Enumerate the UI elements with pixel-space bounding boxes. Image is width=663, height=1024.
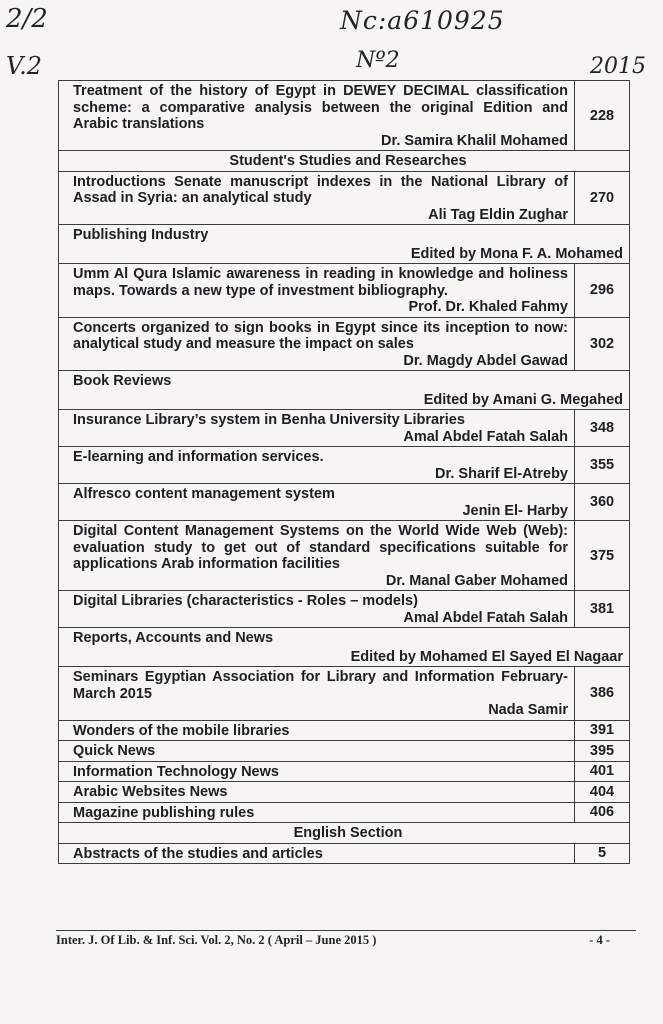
toc-entry [59,172,629,226]
entry-page-number: 395 [574,741,629,761]
toc-entry [59,667,629,721]
section-title: Book Reviews [73,373,172,389]
entry-title: Digital Libraries (characteristics - Roles – models) [73,593,418,609]
toc-entry [59,741,629,762]
entry-page-number: 375 [574,521,629,590]
entry-title: Arabic Websites News [73,784,228,800]
entry-title: Insurance Library’s system in Benha University Libraries [73,412,465,428]
toc-entry [59,721,629,742]
entry-author: Nada Samir [488,702,568,718]
toc-entry [59,81,629,151]
section-editor: Edited by Mohamed El Sayed El Nagaar [350,648,623,665]
entry-title: Abstracts of the studies and articles [73,845,323,862]
entry-title: Treatment of the history of Egypt in DEWEY DECIMAL classification scheme: a comparative analysis between the original Edition and Arabic translations [73,83,568,132]
entry-title: Alfresco content management system [73,486,335,502]
entry-author: Amal Abdel Fatah Salah [403,428,568,445]
footer-divider [56,930,636,931]
toc-entry [59,264,629,318]
toc-section [59,371,629,410]
entry-page-number: 404 [574,782,629,802]
handwritten-note-top-left: 2/2 [6,4,48,34]
toc-section [59,628,629,667]
toc-entry [59,521,629,591]
handwritten-volume: V.2 [6,52,43,80]
entry-author: Dr. Samira Khalil Mohamed [381,132,568,149]
entry-title: Concerts organized to sign books in Egypt since its inception to now: analytical study and measure the impact on sales [73,319,568,352]
entry-page-number: 391 [574,721,629,741]
handwritten-year: 2015 [590,54,646,79]
entry-page-number: 302 [574,318,629,371]
toc-entry [59,591,629,628]
entry-author: Ali Tag Eldin Zughar [428,206,568,223]
toc-entry [59,782,629,803]
entry-page-number: 228 [574,81,629,150]
entry-title: Seminars Egyptian Association for Library and Information February-March 2015 [73,669,568,702]
entry-title: Information Technology News [73,763,279,780]
section-editor: Edited by Mona F. A. Mohamed [410,245,623,262]
entry-page-number: 5 [574,844,629,864]
entry-title: Wonders of the mobile libraries [73,722,290,739]
entry-page-number: 381 [574,591,629,627]
entry-title: E-learning and information services. [73,449,324,465]
entry-author: Dr. Magdy Abdel Gawad [403,352,568,369]
entry-author: Dr. Manal Gaber Mohamed [385,572,568,589]
toc-entry [59,803,629,824]
entry-page-number: 348 [574,410,629,446]
handwritten-issue: Nº2 [356,48,400,73]
toc-section [59,225,629,264]
entry-author: Jenin El- Harby [462,502,568,519]
toc-entry [59,318,629,372]
entry-page-number: 355 [574,447,629,483]
page-footer [56,933,636,948]
entry-author: Prof. Dr. Khaled Fahmy [408,299,568,315]
toc-entry [59,484,629,521]
entry-title: Umm Al Qura Islamic awareness in reading in knowledge and holiness maps. Towards a new type of investment bibliography. [73,266,568,299]
entry-page-number: 296 [574,264,629,317]
section-title: Reports, Accounts and News [73,630,274,646]
section-heading-title: English Section [293,825,403,841]
entry-title: Digital Content Management Systems on the World Wide Web (Web): evaluation study to get out of standard specifications suitable for applications Arab information facilities [73,523,568,572]
toc-entry [59,447,629,484]
entry-page-number: 401 [574,762,629,782]
section-heading-title: Student's Studies and Researches [229,153,467,169]
entry-page-number: 360 [574,484,629,520]
footer-citation: Inter. J. Of Lib. & Inf. Sci. Vol. 2, No. 2 ( April – June 2015 ) [56,933,377,947]
entry-page-number: 406 [574,803,629,823]
entry-title: Introductions Senate manuscript indexes in the National Library of Assad in Syria: an analytical study [73,173,568,206]
table-of-contents [58,80,630,864]
toc-section-heading [59,151,629,172]
toc-entry [59,844,629,864]
entry-author: Amal Abdel Fatah Salah [403,609,568,626]
entry-page-number: 270 [574,172,629,225]
footer-page-number: - 4 - [589,933,610,947]
entry-title: Magazine publishing rules [73,804,255,821]
section-title: Publishing Industry [73,227,209,243]
entry-author: Dr. Sharif El-Atreby [435,465,568,482]
entry-page-number: 386 [574,667,629,720]
toc-entry [59,410,629,447]
toc-section-heading [59,823,629,844]
entry-title: Quick News [73,743,156,759]
section-editor: Edited by Amani G. Megahed [423,391,623,408]
handwritten-call-number: Nc:a610925 [340,6,505,35]
toc-entry [59,762,629,783]
